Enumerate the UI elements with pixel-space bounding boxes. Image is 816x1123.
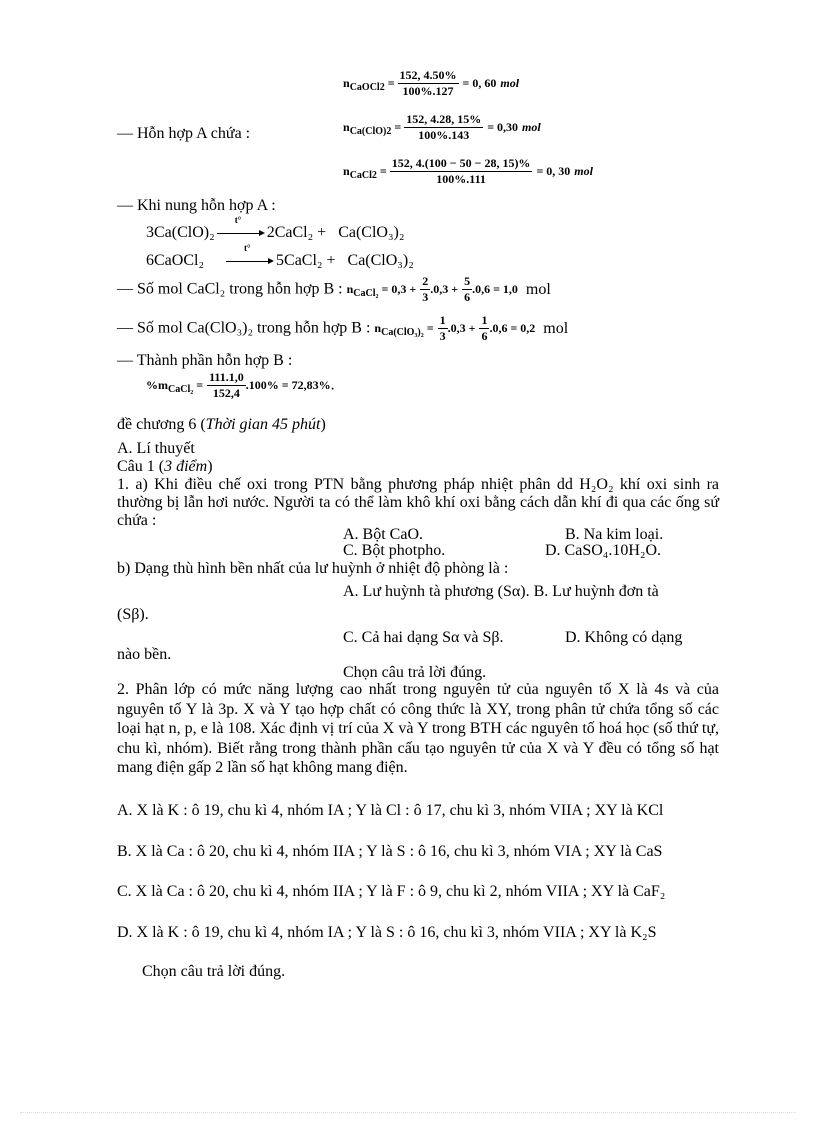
q1a-option-c: C. Bột photpho. <box>343 542 446 559</box>
mol-cacl2-line: — Số mol CaCl₂ trong hỗn hợp B : $n_{CaCl_2} = 0,3$ + $\frac{2}{3}$ .0,3 + $\frac{5}{6}$ .0,6 = 1,0 mol <box>117 274 551 304</box>
q2-option-a: A. X là K : ô 19, chu kì 4, nhóm IA ; Y là Cl : ô 17, chu kì 3, nhóm VIIA ; XY là KCl <box>117 802 664 819</box>
q1a-option-d: D. CaSO₄.10H₂O. <box>545 542 662 559</box>
question-1-title: Câu 1 (3 điểm) <box>117 458 213 475</box>
q1b-text: b) Dạng thù hình bền nhất của lư huỳnh ở nhiệt độ phòng là : <box>117 560 509 577</box>
q1b-option-a: A. Lư huỳnh tà phương (Sα). B. Lư huỳnh đơn tà <box>343 583 659 600</box>
arrow-icon: t° <box>217 227 265 239</box>
mix-a-label: — Hỗn hợp A chứa : <box>117 125 251 142</box>
reaction-2: 6CaOCl₂ t° 5CaCl₂ + Ca(ClO₃)₂ <box>146 243 414 269</box>
choose-answer-1: Chọn câu trả lời đúng. <box>343 664 487 681</box>
mol-caclo3-line: — Số mol Ca(ClO₃)₂ trong hỗn hợp B : $n_{Ca(ClO_3)_2}$ = $\frac{1}{3}$ .0,3 + $\frac{1}{6}$ .0,6 = 0,2 mol <box>117 313 569 343</box>
q1b-option-c: C. Cả hai dạng Sα và Sβ. <box>343 629 504 646</box>
arrow-icon: t° <box>226 255 274 267</box>
heat-label: — Khi nung hỗn hợp A : <box>117 197 276 214</box>
eq-n-caocl2: $n_{CaOCl2}$ = $\frac{152, 4.50\%}{100\%.127}$ = 0, 60 mol <box>343 68 520 98</box>
q1a-text: 1. a) Khi điều chế oxi trong PTN bằng phương pháp nhiệt phân dd H₂O₂ khí oxi sinh ra thường bị lẫn hơi nước. Người ta có thể làm khô khí oxi bằng cách dẫn khí đi qua các ống sứ chứa : <box>117 476 719 529</box>
eq1-fraction: $\frac{152, 4.50\%}{100\%.127}$ <box>399 68 457 98</box>
q2-text: 2. Phân lớp có mức năng lượng cao nhất trong nguyên tử của nguyên tố X là 4s và của nguyên tố Y là 3p. X và Y tạo hợp chất có công thức là XY, trong phân tử chứa tổng số các loại hạt n, p, e là 108. Xác định vị trí của X và Y trong BTH các nguyên tố hoá học (số thứ tự, chu kì, nhóm). Biết rằng trong thành phần cấu tạo nguyên tử của X và Y đều có tổng số hạt mang điện gấp 2 lần số hạt không mang điện. <box>117 681 719 776</box>
q1a-option-b: B. Na kim loại. <box>565 526 664 543</box>
q2-option-b: B. X là Ca : ô 20, chu kì 4, nhóm IIA ; Y là S : ô 16, chu kì 3, nhóm VIA ; XY là CaS <box>117 843 663 860</box>
q1a-option-a: A. Bột CaO. <box>343 526 423 543</box>
reaction-1: 3Ca(ClO)₂ t° 2CaCl₂ + Ca(ClO₃)₂ <box>146 215 405 241</box>
eq-n-caclo2: $n_{Ca(ClO)2}$ = $\frac{152, 4.28, 15\%}{100\%.143}$ = 0,30 mol <box>343 112 541 142</box>
page-divider <box>20 1112 796 1113</box>
eq-n-cacl2: $n_{CaCl2}$ = $\frac{152, 4.(100 - 50 - 28, 15)\%}{100\%.111}$ = 0, 30 mol <box>343 156 593 186</box>
q2-option-c: C. X là Ca : ô 20, chu kì 4, nhóm IIA ; Y là F : ô 9, chu kì 2, nhóm VIIA ; XY là CaF₂ <box>117 883 666 900</box>
q1b-option-d-cont: nào bền. <box>117 646 172 663</box>
q1b-option-d: D. Không có dạng <box>565 629 683 646</box>
choose-answer-2: Chọn câu trả lời đúng. <box>142 963 286 980</box>
pct-cacl2: $\%m_{CaCl_2}$ = $\frac{111.1,0}{152,4}$ .100% = 72,83%. <box>146 370 335 400</box>
comp-b-label: — Thành phần hỗn hợp B : <box>117 352 293 369</box>
chapter-title: đề chương 6 (Thời gian 45 phút) <box>117 416 326 433</box>
q1b-option-a-cont: (Sβ). <box>117 606 149 623</box>
section-a: A. Lí thuyết <box>117 440 195 457</box>
q2-option-d: D. X là K : ô 19, chu kì 4, nhóm IA ; Y là S : ô 16, chu kì 3, nhóm VIIA ; XY là K₂S <box>117 924 657 941</box>
